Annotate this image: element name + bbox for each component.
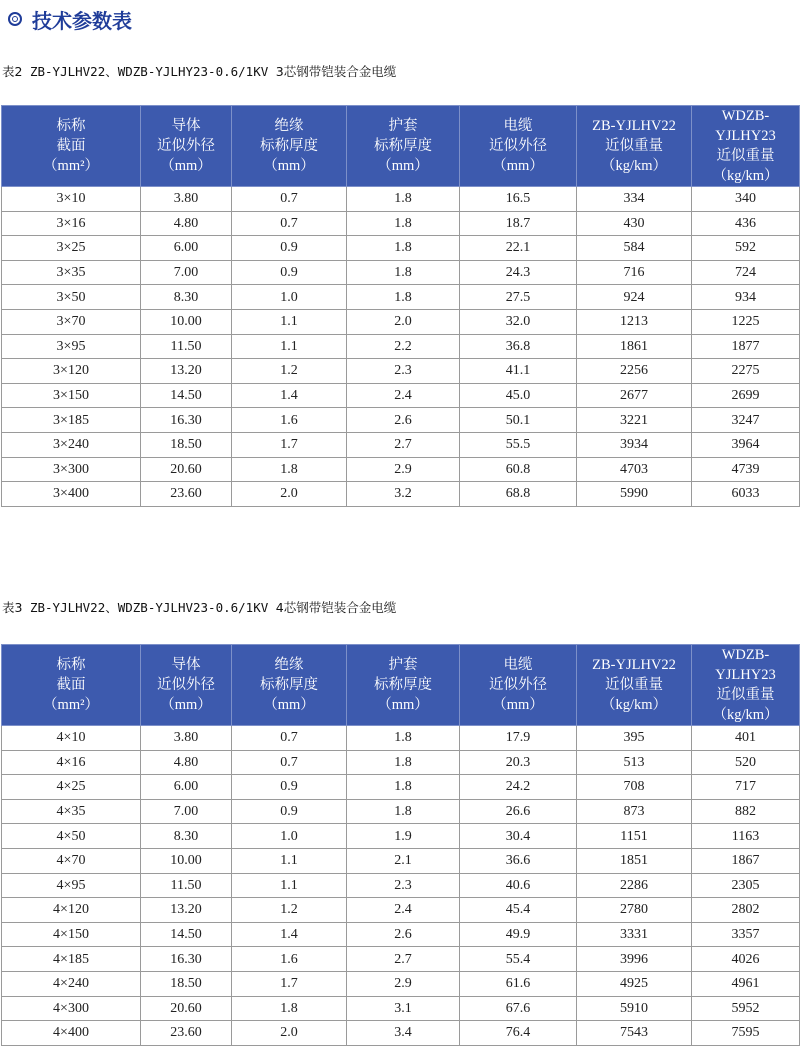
- table-cell: 2699: [692, 383, 800, 408]
- table-cell: 4×300: [2, 996, 141, 1021]
- table-cell: 10.00: [141, 848, 232, 873]
- table-cell: 1.0: [232, 285, 347, 310]
- table-cell: 8.30: [141, 285, 232, 310]
- table-cell: 7595: [692, 1021, 800, 1046]
- table-cell: 1.7: [232, 971, 347, 996]
- table-row: [2, 334, 800, 359]
- table-cell: 1.4: [232, 383, 347, 408]
- table-cell: 2.0: [232, 1021, 347, 1046]
- table-cell: 3×70: [2, 309, 141, 334]
- table3-header-line: 绝缘: [274, 657, 304, 673]
- table2-header-line: （mm²）: [43, 158, 99, 174]
- table-cell: 2.4: [347, 898, 460, 923]
- table-cell: 4925: [577, 971, 692, 996]
- table-cell: 3×120: [2, 359, 141, 384]
- table-row: [2, 799, 800, 824]
- table-cell: 717: [692, 775, 800, 800]
- table-cell: 4×50: [2, 824, 141, 849]
- double-circle-icon: [8, 12, 22, 26]
- table-row: [2, 457, 800, 482]
- table-cell: 32.0: [460, 309, 577, 334]
- table-cell: 14.50: [141, 922, 232, 947]
- table-cell: 3221: [577, 408, 692, 433]
- table-cell: 2.0: [232, 482, 347, 507]
- table-cell: 3×150: [2, 383, 141, 408]
- table-cell: 3.4: [347, 1021, 460, 1046]
- table-cell: 2.7: [347, 947, 460, 972]
- table-cell: 436: [692, 211, 800, 236]
- table2-header-line: （kg/km）: [600, 158, 668, 174]
- table-cell: 1877: [692, 334, 800, 359]
- table-cell: 4×400: [2, 1021, 141, 1046]
- table-cell: 1.4: [232, 922, 347, 947]
- table3-header-cell: [692, 645, 800, 726]
- table-cell: 3×10: [2, 187, 141, 212]
- table-cell: 4026: [692, 947, 800, 972]
- table-cell: 49.9: [460, 922, 577, 947]
- table-cell: 27.5: [460, 285, 577, 310]
- table-cell: 4×150: [2, 922, 141, 947]
- table-cell: 55.5: [460, 432, 577, 457]
- table-cell: 4961: [692, 971, 800, 996]
- table3-header-line: （mm²）: [43, 697, 99, 713]
- table-row: [2, 482, 800, 507]
- table-cell: 10.00: [141, 309, 232, 334]
- table-row: [2, 824, 800, 849]
- table-cell: 7.00: [141, 260, 232, 285]
- table-row: [2, 947, 800, 972]
- table2-header-row: [2, 106, 800, 187]
- table2-header-line: 导体: [171, 118, 201, 134]
- table3-caption-prefix: 表3: [2, 600, 23, 615]
- table-cell: 3964: [692, 432, 800, 457]
- table3-header-line: （mm）: [160, 697, 212, 713]
- table-row: [2, 359, 800, 384]
- table-cell: 13.20: [141, 359, 232, 384]
- table-cell: 1.1: [232, 334, 347, 359]
- table3-body: [2, 726, 800, 1046]
- table-cell: 16.30: [141, 947, 232, 972]
- table-row: [2, 726, 800, 751]
- table-cell: 395: [577, 726, 692, 751]
- table2-header-line: 护套: [388, 118, 418, 134]
- table-cell: 60.8: [460, 457, 577, 482]
- table3-header-cell: [347, 645, 460, 726]
- table-cell: 584: [577, 236, 692, 261]
- table-row: [2, 1021, 800, 1046]
- table-cell: 3247: [692, 408, 800, 433]
- table-row: [2, 236, 800, 261]
- table-cell: 20.60: [141, 996, 232, 1021]
- table-row: [2, 383, 800, 408]
- table-cell: 1.8: [347, 187, 460, 212]
- table-cell: 4703: [577, 457, 692, 482]
- table-cell: 1851: [577, 848, 692, 873]
- table-cell: 6.00: [141, 775, 232, 800]
- table-cell: 7543: [577, 1021, 692, 1046]
- table-cell: 18.50: [141, 971, 232, 996]
- table3-header-cell: [460, 645, 577, 726]
- table3-header-cell: [2, 645, 141, 726]
- table-cell: 4×185: [2, 947, 141, 972]
- table-row: [2, 408, 800, 433]
- table-row: [2, 848, 800, 873]
- table-cell: 0.7: [232, 750, 347, 775]
- table-cell: 708: [577, 775, 692, 800]
- table-cell: 1.9: [347, 824, 460, 849]
- table-cell: 68.8: [460, 482, 577, 507]
- table-cell: 14.50: [141, 383, 232, 408]
- table-cell: 3331: [577, 922, 692, 947]
- table-cell: 4×240: [2, 971, 141, 996]
- table-cell: 18.50: [141, 432, 232, 457]
- table-cell: 520: [692, 750, 800, 775]
- page-heading: [8, 3, 132, 35]
- table3-header-line: 标称厚度: [374, 677, 432, 693]
- table-cell: 2.0: [347, 309, 460, 334]
- table3-header-cell: [141, 645, 232, 726]
- table-cell: 1.8: [232, 457, 347, 482]
- table-cell: 24.2: [460, 775, 577, 800]
- table-cell: 4×10: [2, 726, 141, 751]
- table-cell: 76.4: [460, 1021, 577, 1046]
- table-cell: 1.8: [347, 726, 460, 751]
- table2-header-line: 近似外径: [157, 138, 215, 154]
- table-cell: 22.1: [460, 236, 577, 261]
- table-cell: 1.2: [232, 359, 347, 384]
- table-cell: 4.80: [141, 211, 232, 236]
- table2-header-line: （mm）: [492, 158, 544, 174]
- table-cell: 3×240: [2, 432, 141, 457]
- table-cell: 1.8: [347, 285, 460, 310]
- table3-header-line: ZB-YJLHV22: [592, 657, 676, 673]
- table-cell: 2.3: [347, 873, 460, 898]
- table-cell: 0.9: [232, 236, 347, 261]
- table-cell: 17.9: [460, 726, 577, 751]
- table-cell: 23.60: [141, 482, 232, 507]
- table-cell: 36.6: [460, 848, 577, 873]
- table3-header-line: 近似重量: [716, 687, 775, 703]
- table3-header-line: 电缆: [503, 657, 533, 673]
- table-cell: 5952: [692, 996, 800, 1021]
- table2-header-line: WDZB-YJLHY23: [715, 108, 776, 144]
- table-cell: 13.20: [141, 898, 232, 923]
- table2-caption: [2, 62, 396, 80]
- table-cell: 2.9: [347, 457, 460, 482]
- table-row: [2, 898, 800, 923]
- table-cell: 1163: [692, 824, 800, 849]
- table2-header-cell: [692, 106, 800, 187]
- table-cell: 1213: [577, 309, 692, 334]
- table-cell: 2.6: [347, 408, 460, 433]
- table-row: [2, 260, 800, 285]
- table-cell: 1.8: [347, 236, 460, 261]
- table-cell: 1.0: [232, 824, 347, 849]
- table-cell: 2677: [577, 383, 692, 408]
- table-cell: 20.3: [460, 750, 577, 775]
- table-cell: 61.6: [460, 971, 577, 996]
- table-cell: 401: [692, 726, 800, 751]
- table2-header-line: 近似外径: [489, 138, 547, 154]
- table-cell: 7.00: [141, 799, 232, 824]
- table-row: [2, 873, 800, 898]
- table-cell: 340: [692, 187, 800, 212]
- table-cell: 3×95: [2, 334, 141, 359]
- table-cell: 50.1: [460, 408, 577, 433]
- table-cell: 3×50: [2, 285, 141, 310]
- table-cell: 4×35: [2, 799, 141, 824]
- table-row: [2, 285, 800, 310]
- table2-header-line: （mm）: [377, 158, 429, 174]
- table-row: [2, 187, 800, 212]
- table-cell: 6033: [692, 482, 800, 507]
- table-cell: 1.8: [347, 260, 460, 285]
- table-cell: 0.7: [232, 726, 347, 751]
- table2-header-cell: [347, 106, 460, 187]
- table-cell: 16.30: [141, 408, 232, 433]
- table-cell: 23.60: [141, 1021, 232, 1046]
- table-cell: 1225: [692, 309, 800, 334]
- table2-header-line: 标称厚度: [374, 138, 432, 154]
- table-cell: 3×16: [2, 211, 141, 236]
- table-cell: 0.9: [232, 799, 347, 824]
- table-cell: 4739: [692, 457, 800, 482]
- table-cell: 3.2: [347, 482, 460, 507]
- table-cell: 1.6: [232, 408, 347, 433]
- table-cell: 2802: [692, 898, 800, 923]
- table-cell: 41.1: [460, 359, 577, 384]
- table-row: [2, 750, 800, 775]
- table-cell: 3996: [577, 947, 692, 972]
- table-cell: 2256: [577, 359, 692, 384]
- table-row: [2, 996, 800, 1021]
- table-row: [2, 309, 800, 334]
- table3-header-line: （kg/km）: [600, 697, 668, 713]
- table-cell: 430: [577, 211, 692, 236]
- table-cell: 11.50: [141, 334, 232, 359]
- table-cell: 334: [577, 187, 692, 212]
- table2-header: [2, 106, 800, 187]
- table-cell: 2.3: [347, 359, 460, 384]
- table-cell: 3×300: [2, 457, 141, 482]
- table-cell: 1.8: [347, 211, 460, 236]
- table3-header-line: WDZB-YJLHY23: [715, 647, 776, 683]
- table-cell: 1867: [692, 848, 800, 873]
- table-cell: 1.1: [232, 873, 347, 898]
- table-cell: 1151: [577, 824, 692, 849]
- table2-body: [2, 187, 800, 507]
- table2-header-cell: [577, 106, 692, 187]
- table2: [1, 105, 800, 507]
- table3-caption-model: ZB-YJLHV22、WDZB-YJLHV23-0.6/1KV: [22, 600, 276, 615]
- table3-header-line: （mm）: [492, 697, 544, 713]
- table-cell: 4×25: [2, 775, 141, 800]
- table-cell: 1.8: [347, 775, 460, 800]
- table3-header-line: （kg/km）: [712, 707, 779, 723]
- table-cell: 4×95: [2, 873, 141, 898]
- table-row: [2, 211, 800, 236]
- table-cell: 1.8: [232, 996, 347, 1021]
- table-cell: 8.30: [141, 824, 232, 849]
- table-cell: 2.4: [347, 383, 460, 408]
- table-cell: 26.6: [460, 799, 577, 824]
- table-cell: 11.50: [141, 873, 232, 898]
- table3-header: [2, 645, 800, 726]
- table-cell: 6.00: [141, 236, 232, 261]
- table2-caption-prefix: 表2: [2, 64, 23, 79]
- table-cell: 1.6: [232, 947, 347, 972]
- table-cell: 2275: [692, 359, 800, 384]
- table3-caption-title: 4芯钢带铠装合金电缆: [275, 600, 397, 615]
- table-cell: 40.6: [460, 873, 577, 898]
- table2-header-line: 近似重量: [716, 148, 775, 164]
- table-cell: 20.60: [141, 457, 232, 482]
- table-cell: 3357: [692, 922, 800, 947]
- table2-header-line: （mm）: [160, 158, 212, 174]
- table-cell: 2.1: [347, 848, 460, 873]
- table-cell: 1.8: [347, 799, 460, 824]
- table-cell: 4×120: [2, 898, 141, 923]
- table-cell: 4×16: [2, 750, 141, 775]
- table-cell: 67.6: [460, 996, 577, 1021]
- table2-header-line: 标称: [56, 118, 86, 134]
- table3-header-line: （mm）: [377, 697, 429, 713]
- table-cell: 924: [577, 285, 692, 310]
- table-cell: 934: [692, 285, 800, 310]
- table-cell: 5990: [577, 482, 692, 507]
- table2-header-cell: [141, 106, 232, 187]
- table3-header-line: 标称: [56, 657, 86, 673]
- table-cell: 4×70: [2, 848, 141, 873]
- table-cell: 3.1: [347, 996, 460, 1021]
- table-cell: 3.80: [141, 187, 232, 212]
- table-cell: 3×185: [2, 408, 141, 433]
- table-cell: 3×25: [2, 236, 141, 261]
- table-cell: 2.2: [347, 334, 460, 359]
- table-cell: 1.2: [232, 898, 347, 923]
- table-cell: 5910: [577, 996, 692, 1021]
- table-cell: 2.6: [347, 922, 460, 947]
- table-cell: 18.7: [460, 211, 577, 236]
- table-cell: 513: [577, 750, 692, 775]
- table-row: [2, 432, 800, 457]
- table-cell: 1.7: [232, 432, 347, 457]
- table2-header-line: 近似重量: [605, 138, 663, 154]
- table3-header-line: 近似重量: [605, 677, 663, 693]
- table2-header-line: 截面: [56, 138, 86, 154]
- table-row: [2, 775, 800, 800]
- table-cell: 3.80: [141, 726, 232, 751]
- table-cell: 3934: [577, 432, 692, 457]
- table-row: [2, 922, 800, 947]
- page-heading-text: 技术参数表: [32, 8, 132, 33]
- table2-caption-title: 3芯钢带铠装合金电缆: [275, 64, 397, 79]
- table2-header-line: ZB-YJLHV22: [592, 118, 676, 134]
- table3-header-line: 导体: [171, 657, 201, 673]
- table-cell: 873: [577, 799, 692, 824]
- table3-header-line: （mm）: [263, 697, 315, 713]
- table2-header-line: 电缆: [503, 118, 533, 134]
- table3: [1, 644, 800, 1046]
- table-cell: 2.7: [347, 432, 460, 457]
- table2-header-line: （kg/km）: [712, 168, 779, 184]
- table2-header-line: 标称厚度: [260, 138, 318, 154]
- table-row: [2, 971, 800, 996]
- table-cell: 30.4: [460, 824, 577, 849]
- table3-header-row: [2, 645, 800, 726]
- table-cell: 1861: [577, 334, 692, 359]
- table2-header-cell: [460, 106, 577, 187]
- table-cell: 0.9: [232, 775, 347, 800]
- table3-header-line: 标称厚度: [260, 677, 318, 693]
- table-cell: 2.9: [347, 971, 460, 996]
- table-cell: 2780: [577, 898, 692, 923]
- table-cell: 45.0: [460, 383, 577, 408]
- table-cell: 3×400: [2, 482, 141, 507]
- table3-header-line: 近似外径: [157, 677, 215, 693]
- table-cell: 16.5: [460, 187, 577, 212]
- table-cell: 1.1: [232, 848, 347, 873]
- table2-header-line: 绝缘: [274, 118, 304, 134]
- table-cell: 716: [577, 260, 692, 285]
- table-cell: 1.8: [347, 750, 460, 775]
- table2-caption-model: ZB-YJLHV22、WDZB-YJLHY23-0.6/1KV: [22, 64, 276, 79]
- table-cell: 3×35: [2, 260, 141, 285]
- table-cell: 0.7: [232, 211, 347, 236]
- table3-header-cell: [232, 645, 347, 726]
- table-cell: 882: [692, 799, 800, 824]
- table2-header-cell: [232, 106, 347, 187]
- table-cell: 2286: [577, 873, 692, 898]
- table-cell: 45.4: [460, 898, 577, 923]
- table3-header-cell: [577, 645, 692, 726]
- table2-header-cell: [2, 106, 141, 187]
- table-cell: 1.1: [232, 309, 347, 334]
- table3-header-line: 截面: [56, 677, 86, 693]
- table3-header-line: 护套: [388, 657, 418, 673]
- table-cell: 55.4: [460, 947, 577, 972]
- table-cell: 0.7: [232, 187, 347, 212]
- table3-caption: [2, 598, 396, 616]
- table2-header-line: （mm）: [263, 158, 315, 174]
- table-cell: 724: [692, 260, 800, 285]
- table-cell: 36.8: [460, 334, 577, 359]
- table-cell: 2305: [692, 873, 800, 898]
- table3-header-line: 近似外径: [489, 677, 547, 693]
- table-cell: 24.3: [460, 260, 577, 285]
- table-cell: 0.9: [232, 260, 347, 285]
- table-cell: 4.80: [141, 750, 232, 775]
- table-cell: 592: [692, 236, 800, 261]
